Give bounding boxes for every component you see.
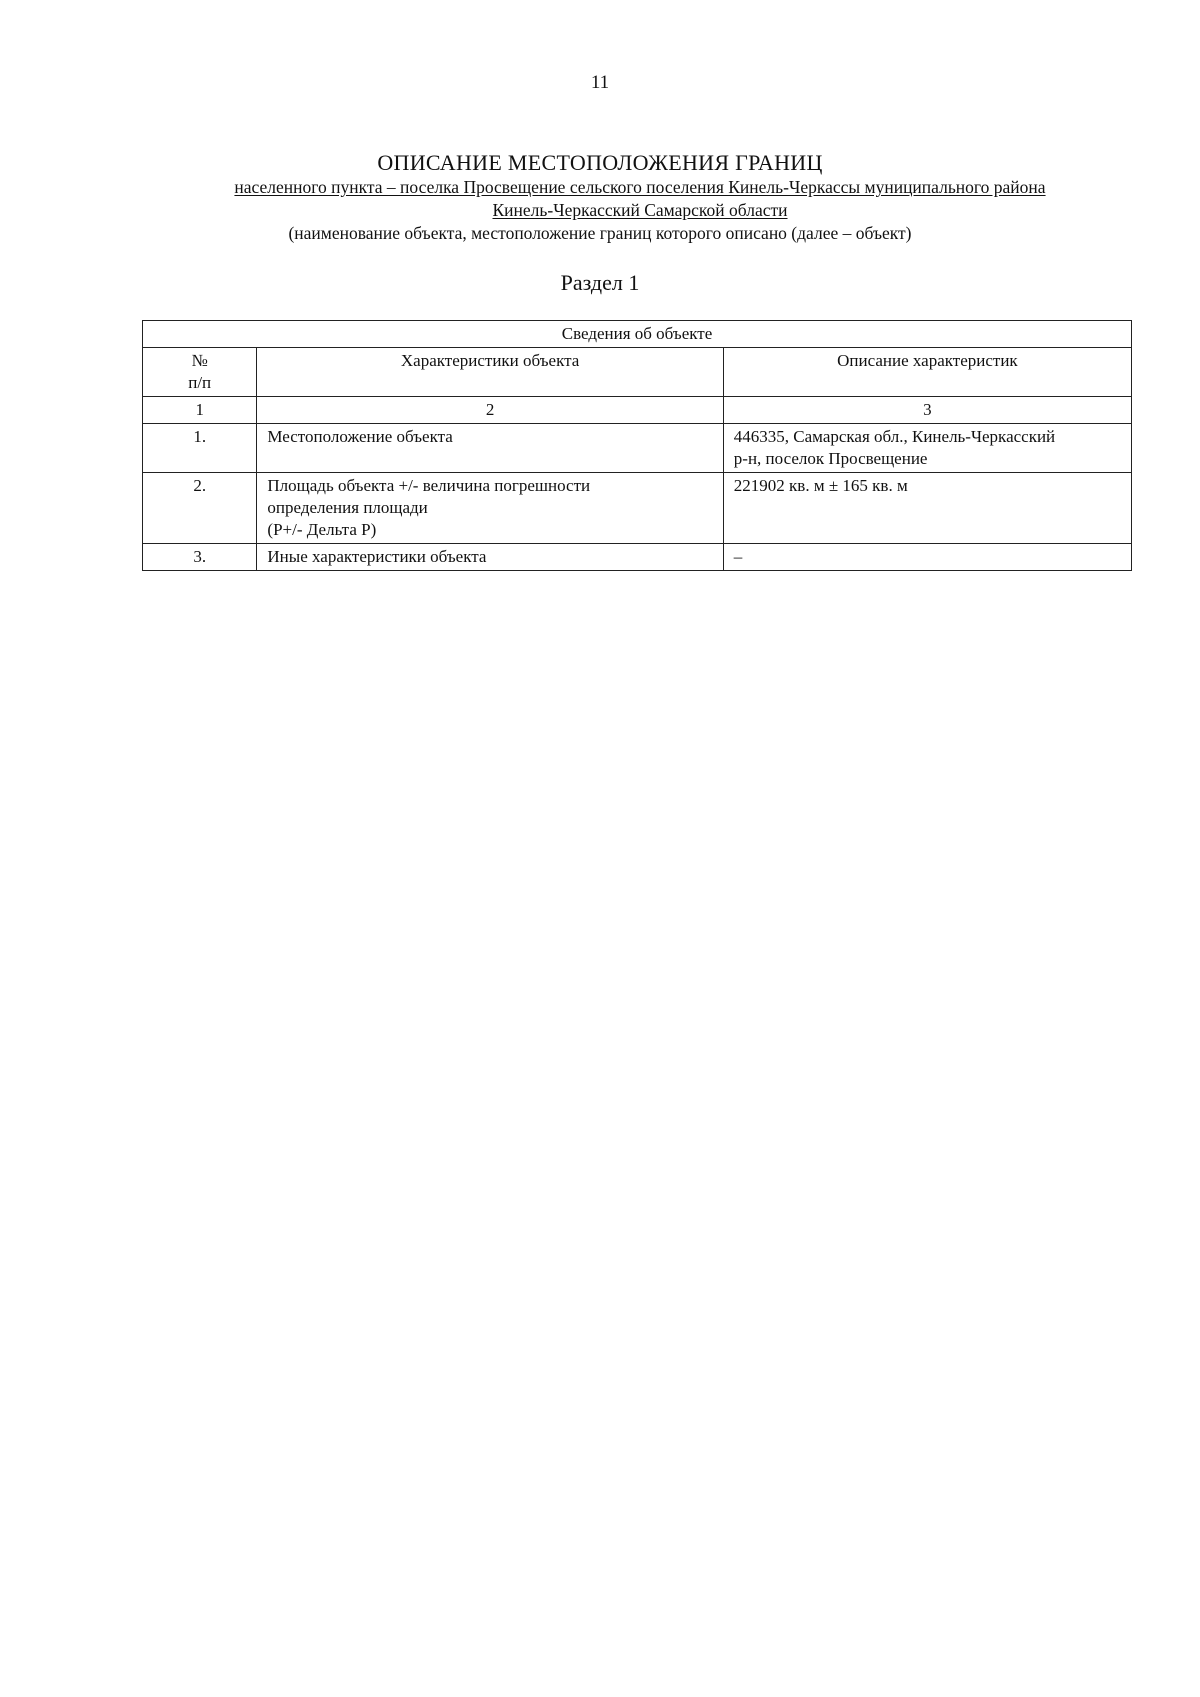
column-number: 1 [143, 397, 257, 424]
object-name-line-2: Кинель-Черкасский Самарской области [492, 200, 788, 220]
row-characteristic [257, 424, 723, 473]
header-characteristics: Характеристики объекта [257, 348, 723, 397]
row-description [723, 424, 1131, 473]
row-number: 1. [143, 424, 257, 473]
characteristic-line: Иные характеристики объекта [267, 547, 487, 566]
column-number: 2 [257, 397, 723, 424]
table-row [143, 473, 1132, 544]
document-heading: ОПИСАНИЕ МЕСТОПОЛОЖЕНИЯ ГРАНИЦ [377, 150, 823, 175]
header-description: Описание характеристик [723, 348, 1131, 397]
header-num-line-1: № [191, 351, 208, 370]
column-numbers-row [143, 397, 1132, 424]
page-number: 11 [590, 72, 610, 93]
description-line: 446335, Самарская обл., Кинель-Черкасский [733, 427, 1056, 446]
row-characteristic [257, 473, 723, 544]
table-row [143, 424, 1132, 473]
description-line: – [733, 547, 743, 566]
row-number: 3. [143, 544, 257, 571]
table-caption-row [143, 321, 1132, 348]
object-name [160, 176, 1120, 222]
row-description [723, 473, 1131, 544]
row-characteristic [257, 544, 723, 571]
header-num-line-2: п/п [188, 373, 212, 392]
section-title: Раздел 1 [560, 270, 640, 295]
description-line: р-н, поселок Просвещение [733, 449, 928, 468]
table-caption: Сведения об объекте [143, 321, 1132, 348]
header-num [143, 348, 257, 397]
description-line: 221902 кв. м ± 165 кв. м [733, 476, 908, 495]
characteristic-line: определения площади [267, 498, 428, 517]
object-info-table [142, 320, 1132, 571]
table-row [143, 544, 1132, 571]
row-number: 2. [143, 473, 257, 544]
table-header-row [143, 348, 1132, 397]
characteristic-line: Местоположение объекта [267, 427, 453, 446]
row-description [723, 544, 1131, 571]
characteristic-line: Площадь объекта +/- величина погрешности [267, 476, 591, 495]
column-number: 3 [723, 397, 1131, 424]
object-name-caption: (наименование объекта, местоположение границ которого описано (далее – объект) [288, 223, 912, 243]
object-name-line-1: населенного пункта – поселка Просвещение сельского поселения Кинель-Черкассы муниципального района [234, 177, 1046, 197]
characteristic-line: (Р+/- Дельта Р) [267, 520, 377, 539]
